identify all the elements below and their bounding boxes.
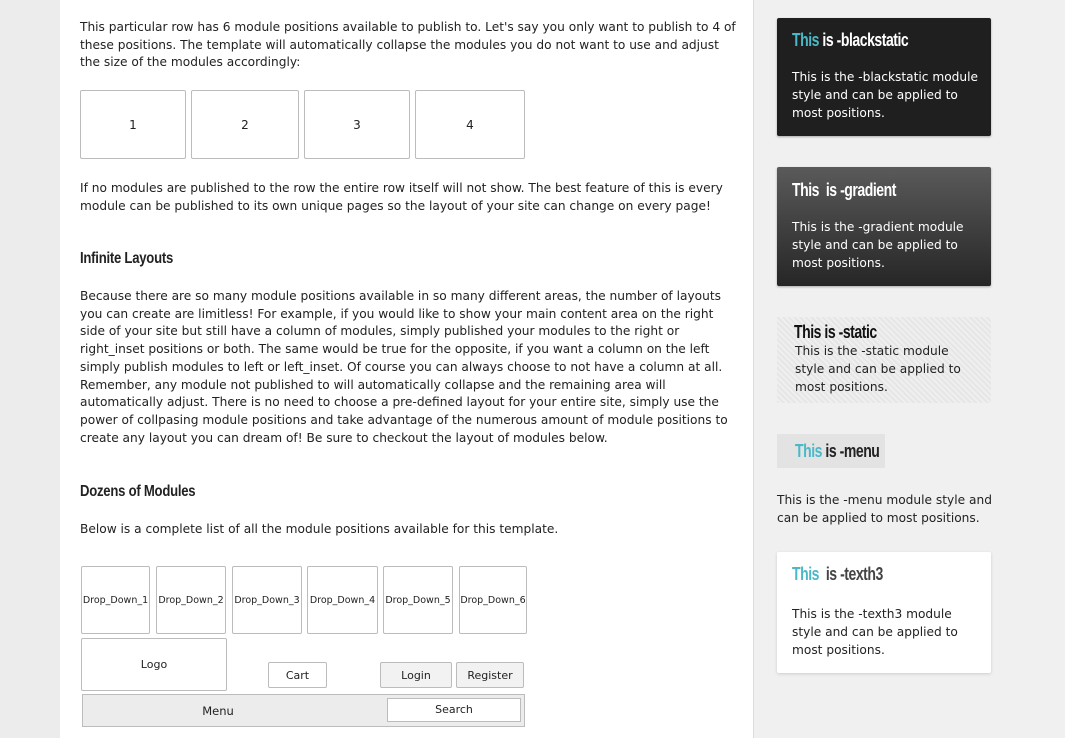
texth3-title: [792, 564, 883, 585]
gradient-module: [777, 167, 991, 286]
logo-position: Logo: [81, 638, 227, 691]
static-module: [777, 317, 991, 403]
texth3-module: [777, 552, 991, 673]
blackstatic-title: [792, 30, 908, 51]
dozens-of-modules-heading: Dozens of Modules: [80, 483, 196, 500]
blackstatic-title-accent: This: [792, 30, 819, 50]
static-title: [794, 322, 877, 343]
texth3-body: This is the -texth3 module style and can be applied to most positions.: [792, 607, 958, 657]
blackstatic-module: [777, 18, 991, 136]
gradient-body: This is the -gradient module style and can be applied to most positions.: [792, 220, 964, 270]
menu-body: This is the -menu module style and can be applied to most positions.: [777, 493, 992, 525]
demo-module-3: 3: [304, 90, 410, 159]
infinite-layouts-heading: Infinite Layouts: [80, 250, 174, 267]
drop-down-4-position: Drop_Down_4: [307, 566, 378, 634]
login-position: Login: [380, 662, 452, 688]
drop-down-6-position: Drop_Down_6: [459, 566, 527, 634]
right-sidebar: [754, 0, 1065, 738]
menu-position-bar: [82, 694, 525, 727]
search-position: Search: [387, 698, 521, 722]
intro-paragraph: This particular row has 6 module positions available to publish to. Let's say you only want to publish to 4 of these positions. The template will automatically collapse the modules you do not want to use and adjust the size of the modules accordingly:: [80, 20, 736, 70]
texth3-title-accent: This: [792, 564, 819, 584]
demo-module-2: 2: [191, 90, 299, 159]
demo-module-1: 1: [80, 90, 186, 159]
static-body: This is the -static module style and can be applied to most positions.: [795, 344, 961, 394]
main-content: [60, 0, 754, 738]
drop-down-3-position: Drop_Down_3: [232, 566, 302, 634]
gradient-title-accent: This: [792, 180, 819, 200]
menu-title: [795, 441, 879, 462]
blackstatic-title-rest: is -blackstatic: [822, 30, 909, 50]
menu-position-label: Menu: [202, 704, 234, 718]
texth3-title-rest: is -texth3: [825, 564, 883, 584]
drop-down-1-position: Drop_Down_1: [81, 566, 150, 634]
drop-down-2-position: Drop_Down_2: [156, 566, 226, 634]
menu-title-rest: is -menu: [825, 441, 880, 461]
gradient-title: [792, 180, 896, 201]
menu-title-accent: This: [795, 441, 822, 461]
static-title-rest: is -static: [824, 322, 877, 342]
collapse-paragraph: If no modules are published to the row the entire row itself will not show. The best feature of this is every module can be published to its own unique pages so the layout of your site can change on every page!: [80, 181, 723, 213]
layouts-paragraph: Because there are so many module positions available in so many different areas, the number of layouts you can create are limitless! For example, if you would like to show your main content area on the right side of your site but still have a column of modules, simply published your modules to the right or right_inset positions or both. The same would be true for the opposite, if you want a column on the left simply publish modules to left or left_inset. Of course you can always choose to not have a column at all. Remember, any module not published to will automatically collapse and the remaining area will automatically adjust. There is no need to choose a pre-defined layout for your entire site, simply use the power of collpasing module positions and take advantage of the numerous amount of module positions to create any layout you can dream of! Be sure to checkout the layout of modules below.: [80, 289, 728, 445]
static-title-accent: This: [794, 322, 821, 342]
menu-module-tab: [777, 434, 885, 468]
blackstatic-body: This is the -blackstatic module style and can be applied to most positions.: [792, 70, 979, 120]
demo-module-4: 4: [415, 90, 525, 159]
drop-down-5-position: Drop_Down_5: [383, 566, 453, 634]
gradient-title-rest: is -gradient: [825, 180, 896, 200]
cart-position: Cart: [268, 662, 327, 688]
register-position: Register: [456, 662, 524, 688]
modules-intro: Below is a complete list of all the module positions available for this template.: [80, 522, 559, 536]
